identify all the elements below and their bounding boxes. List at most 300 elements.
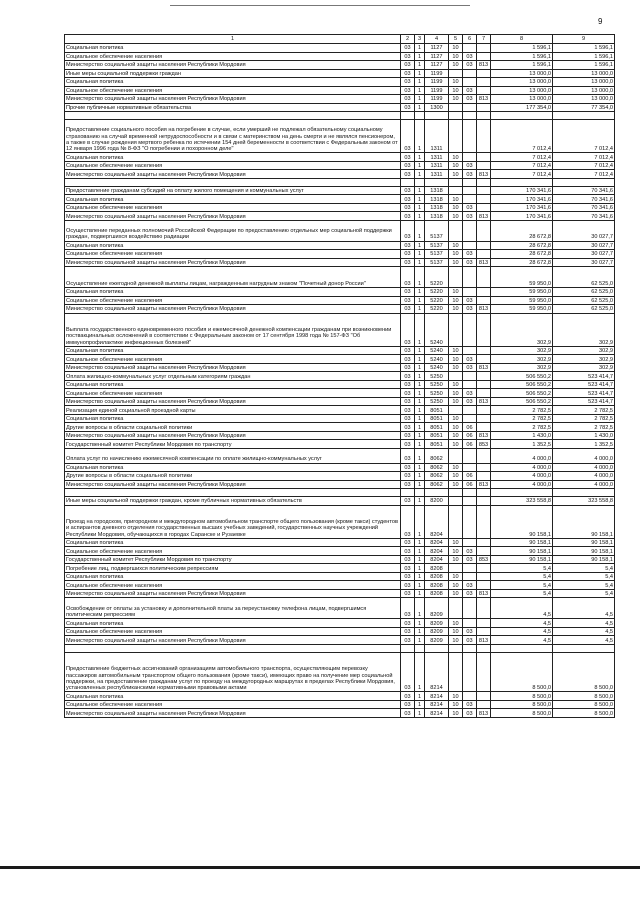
row-amount-2: 13 000,0 (553, 86, 615, 95)
row-amount-2: 523 414,7 (553, 372, 615, 381)
row-amount-2: 7 012,4 (553, 161, 615, 170)
row-amount-1: 7 012,4 (491, 153, 553, 162)
row-col-4: 8208 (425, 581, 449, 590)
row-col-3: 1 (415, 463, 425, 472)
row-col-4: 8062 (425, 472, 449, 481)
row-amount-1: 170 341,6 (491, 195, 553, 204)
row-col-3: 1 (415, 692, 425, 701)
row-col-2: 03 (401, 195, 415, 204)
table-row (65, 440, 615, 449)
row-col-2: 03 (401, 636, 415, 645)
row-col-2: 03 (401, 212, 415, 221)
row-amount-2: 13 000,0 (553, 78, 615, 87)
table-row (65, 709, 615, 718)
row-col-5: 10 (449, 709, 463, 718)
row-col-4: 8204 (425, 505, 449, 538)
row-name: Социальная политика (65, 346, 401, 355)
row-col-6 (463, 652, 477, 692)
row-col-6: 03 (463, 397, 477, 406)
row-name: Министерство социальной защиты населения Республики Мордовия (65, 636, 401, 645)
row-col-2: 03 (401, 267, 415, 288)
row-col-4: 5137 (425, 241, 449, 250)
row-col-3: 1 (415, 346, 425, 355)
row-col-3: 1 (415, 389, 425, 398)
row-amount-1: 506 550,2 (491, 372, 553, 381)
row-amount-2: 70 341,6 (553, 195, 615, 204)
row-col-4: 1311 (425, 153, 449, 162)
row-col-5 (449, 406, 463, 415)
row-col-2: 03 (401, 406, 415, 415)
row-name: Министерство социальной защиты населения Республики Мордовия (65, 212, 401, 221)
row-col-7 (477, 406, 491, 415)
row-name: Государственный комитет Республики Мордовия по транспорту (65, 440, 401, 449)
table-row (65, 581, 615, 590)
row-amount-2: 30 027,7 (553, 220, 615, 241)
row-col-2: 03 (401, 52, 415, 61)
row-col-6: 03 (463, 61, 477, 70)
row-col-6 (463, 288, 477, 297)
row-col-7: 813 (477, 170, 491, 179)
row-col-3: 1 (415, 555, 425, 564)
row-col-3: 1 (415, 186, 425, 195)
row-col-3: 1 (415, 195, 425, 204)
row-name: Предоставление социального пособия на погребение в случае, если умерший не подлежал обязательному социальному страхованию на случай временной нетрудоспособности и в связи с материнством на день смерти и не являлся пенсионером, а также в случае рождения мертвого ребенка по истечении 154 дней беременности в соответствии с Федеральным законом от 12 января 1996 года № 8-ФЗ "О погребении и похоронном деле" (65, 120, 401, 153)
row-amount-1: 302,9 (491, 313, 553, 346)
row-col-2: 03 (401, 380, 415, 389)
row-col-5 (449, 372, 463, 381)
row-col-6: 03 (463, 389, 477, 398)
table-row (65, 346, 615, 355)
row-col-3: 1 (415, 120, 425, 153)
row-col-7: 813 (477, 258, 491, 267)
row-amount-1: 170 341,6 (491, 203, 553, 212)
row-col-3: 1 (415, 153, 425, 162)
row-col-7 (477, 389, 491, 398)
row-col-7: 813 (477, 61, 491, 70)
row-col-5: 10 (449, 355, 463, 364)
row-col-7 (477, 380, 491, 389)
row-name: Осуществление переданных полномочий Российской Федерации по предоставлению отдельных мер социальной поддержки граждан, подвергшихся воздействию радиации (65, 220, 401, 241)
row-name: Социальное обеспечение населения (65, 296, 401, 305)
row-name: Социальная политика (65, 619, 401, 628)
row-amount-1: 7 012,4 (491, 120, 553, 153)
row-col-7: 813 (477, 431, 491, 440)
row-name: Министерство социальной защиты населения Республики Мордовия (65, 589, 401, 598)
table-row (65, 267, 615, 288)
row-col-5 (449, 69, 463, 78)
row-col-2: 03 (401, 186, 415, 195)
row-col-4: 1199 (425, 69, 449, 78)
row-col-2: 03 (401, 572, 415, 581)
row-col-3: 1 (415, 538, 425, 547)
table-row (65, 103, 615, 112)
row-name: Социальное обеспечение населения (65, 700, 401, 709)
row-col-2: 03 (401, 103, 415, 112)
row-amount-2: 4,5 (553, 619, 615, 628)
row-amount-2: 1 596,1 (553, 52, 615, 61)
row-name: Министерство социальной защиты населения Республики Мордовия (65, 363, 401, 372)
row-name: Социальное обеспечение населения (65, 627, 401, 636)
row-name: Освобождение от оплаты за установку и дополнительной платы за переустановку телефона лицам, подвергшимся политическим репрессиям (65, 598, 401, 619)
row-col-7 (477, 372, 491, 381)
row-col-5: 10 (449, 288, 463, 297)
table-row (65, 547, 615, 556)
row-col-2: 03 (401, 44, 415, 53)
row-name: Выплата государственного единовременного пособия и ежемесячной денежной компенсации гражданам при возникновении поствакцинальных осложнений в соответствии с Федеральным законом от 17 сентября 1998 года № 157-ФЗ "Об иммунопрофилактике инфекционных болезней" (65, 313, 401, 346)
row-amount-1: 5,4 (491, 589, 553, 598)
row-col-7: 853 (477, 555, 491, 564)
row-col-5: 10 (449, 61, 463, 70)
row-col-4: 5240 (425, 355, 449, 364)
row-amount-2: 90 158,1 (553, 547, 615, 556)
row-name: Министерство социальной защиты населения Республики Мордовия (65, 709, 401, 718)
table-row (65, 700, 615, 709)
row-name: Социальная политика (65, 572, 401, 581)
row-col-4: 1318 (425, 186, 449, 195)
row-col-2: 03 (401, 288, 415, 297)
row-col-6 (463, 267, 477, 288)
row-name: Погребение лиц, подвергшихся политическим репрессиям (65, 564, 401, 573)
row-col-6 (463, 78, 477, 87)
row-amount-2: 4 000,0 (553, 448, 615, 463)
row-col-4: 8062 (425, 463, 449, 472)
row-name: Социальная политика (65, 463, 401, 472)
header-cell-9: 9 (553, 35, 615, 44)
row-name: Социальная политика (65, 380, 401, 389)
row-amount-1: 2 782,5 (491, 423, 553, 432)
row-col-2: 03 (401, 692, 415, 701)
row-col-7: 813 (477, 589, 491, 598)
row-col-6: 03 (463, 305, 477, 314)
row-col-5 (449, 120, 463, 153)
row-amount-2: 523 414,7 (553, 389, 615, 398)
row-col-6: 03 (463, 363, 477, 372)
row-col-3: 1 (415, 103, 425, 112)
table-row (65, 406, 615, 415)
row-col-3: 1 (415, 431, 425, 440)
row-col-2: 03 (401, 250, 415, 259)
table-row (65, 363, 615, 372)
row-col-5: 10 (449, 78, 463, 87)
row-col-5: 10 (449, 153, 463, 162)
row-amount-2: 62 525,0 (553, 288, 615, 297)
row-col-7: 813 (477, 709, 491, 718)
row-col-6 (463, 195, 477, 204)
table-row (65, 186, 615, 195)
row-col-3: 1 (415, 397, 425, 406)
row-amount-2: 90 158,1 (553, 505, 615, 538)
row-amount-1: 90 158,1 (491, 538, 553, 547)
row-col-5: 10 (449, 700, 463, 709)
row-amount-1: 4,5 (491, 627, 553, 636)
row-name: Социальное обеспечение населения (65, 547, 401, 556)
row-col-5: 10 (449, 547, 463, 556)
row-col-6 (463, 505, 477, 538)
row-col-5: 10 (449, 86, 463, 95)
row-col-6 (463, 120, 477, 153)
table-row (65, 598, 615, 619)
row-col-3: 1 (415, 161, 425, 170)
row-amount-1: 90 158,1 (491, 505, 553, 538)
row-amount-1: 59 950,0 (491, 288, 553, 297)
row-amount-1: 506 550,2 (491, 397, 553, 406)
row-name: Социальная политика (65, 195, 401, 204)
row-col-2: 03 (401, 363, 415, 372)
spacer-row (65, 644, 615, 652)
row-amount-2: 70 341,6 (553, 203, 615, 212)
budget-table-sheet (64, 34, 614, 718)
row-col-6 (463, 448, 477, 463)
row-name: Министерство социальной защиты населения Республики Мордовия (65, 397, 401, 406)
row-col-5: 10 (449, 423, 463, 432)
row-amount-2: 8 500,0 (553, 692, 615, 701)
table-body (65, 35, 615, 718)
row-name: Социальная политика (65, 241, 401, 250)
row-amount-1: 1 596,1 (491, 52, 553, 61)
row-col-4: 5250 (425, 372, 449, 381)
row-col-2: 03 (401, 346, 415, 355)
row-col-4: 8209 (425, 598, 449, 619)
table-row (65, 52, 615, 61)
row-col-4: 1311 (425, 170, 449, 179)
row-col-3: 1 (415, 372, 425, 381)
row-amount-1: 8 500,0 (491, 652, 553, 692)
table-row (65, 250, 615, 259)
row-col-5: 10 (449, 203, 463, 212)
row-col-7: 853 (477, 440, 491, 449)
row-col-2: 03 (401, 431, 415, 440)
row-col-6 (463, 572, 477, 581)
row-col-2: 03 (401, 547, 415, 556)
row-col-6 (463, 380, 477, 389)
table-row (65, 555, 615, 564)
spacer-row (65, 489, 615, 497)
table-row (65, 220, 615, 241)
row-amount-2: 4 000,0 (553, 480, 615, 489)
table-row (65, 389, 615, 398)
row-col-2: 03 (401, 497, 415, 506)
row-name: Министерство социальной защиты населения Республики Мордовия (65, 95, 401, 104)
row-col-2: 03 (401, 258, 415, 267)
row-name: Социальная политика (65, 288, 401, 297)
row-col-6: 03 (463, 589, 477, 598)
row-col-6 (463, 497, 477, 506)
row-amount-1: 13 000,0 (491, 69, 553, 78)
row-col-6: 03 (463, 95, 477, 104)
row-col-4: 8209 (425, 636, 449, 645)
row-col-6: 06 (463, 480, 477, 489)
row-col-2: 03 (401, 78, 415, 87)
row-col-5 (449, 497, 463, 506)
row-amount-1: 1 430,0 (491, 431, 553, 440)
row-amount-2: 7 012,4 (553, 153, 615, 162)
row-amount-2: 8 500,0 (553, 700, 615, 709)
row-amount-1: 2 782,5 (491, 414, 553, 423)
row-amount-2: 90 158,1 (553, 555, 615, 564)
row-amount-2: 5,4 (553, 589, 615, 598)
row-amount-1: 4 000,0 (491, 472, 553, 481)
row-col-3: 1 (415, 288, 425, 297)
row-col-3: 1 (415, 572, 425, 581)
row-name: Иные меры социальной поддержки граждан, кроме публичных нормативных обязательств (65, 497, 401, 506)
row-name: Предоставление гражданам субсидий на оплату жилого помещения и коммунальных услуг (65, 186, 401, 195)
row-name: Проезд на городском, пригородном и междугородном автомобильном транспорте общего пользования (кроме такси) студентов и аспирантов дневного отделения государственных высших учебных заведений, государственных научных учреждений Республики Мордовия, обучающихся в городах Саранске и Рузаевке (65, 505, 401, 538)
header-row (65, 35, 615, 44)
row-col-4: 5250 (425, 389, 449, 398)
row-col-2: 03 (401, 161, 415, 170)
row-col-5 (449, 267, 463, 288)
row-amount-1: 323 558,8 (491, 497, 553, 506)
row-col-2: 03 (401, 372, 415, 381)
row-name: Иные меры социальной поддержки граждан (65, 69, 401, 78)
row-amount-1: 2 782,5 (491, 406, 553, 415)
row-amount-2: 13 000,0 (553, 95, 615, 104)
row-col-2: 03 (401, 581, 415, 590)
row-col-3: 1 (415, 220, 425, 241)
row-col-3: 1 (415, 86, 425, 95)
row-amount-2: 30 027,7 (553, 241, 615, 250)
row-col-2: 03 (401, 86, 415, 95)
table-row (65, 497, 615, 506)
row-col-2: 03 (401, 203, 415, 212)
row-col-5 (449, 505, 463, 538)
row-name: Предоставление бюджетных ассигнований организациям автомобильного транспорта, осуществляющим перевозку пассажиров автомобильным транспортом общего пользования (кроме такси), имеющих право на получение мер социальной поддержки, на предоставление гражданам услуг по проезду на междугородных маршрутах в пределах Республики Мордовия, установленных республиканскими нормативными правовыми актами (65, 652, 401, 692)
row-col-6: 06 (463, 431, 477, 440)
row-col-6: 03 (463, 355, 477, 364)
row-col-6 (463, 598, 477, 619)
row-col-6: 06 (463, 440, 477, 449)
row-col-5 (449, 652, 463, 692)
row-col-7 (477, 52, 491, 61)
row-col-4: 8200 (425, 497, 449, 506)
row-col-6 (463, 103, 477, 112)
row-col-4: 1318 (425, 212, 449, 221)
row-col-7 (477, 250, 491, 259)
table-row (65, 431, 615, 440)
header-cell-7: 7 (477, 35, 491, 44)
row-amount-1: 4 000,0 (491, 448, 553, 463)
row-col-7: 813 (477, 212, 491, 221)
row-col-4: 8062 (425, 480, 449, 489)
table-row (65, 313, 615, 346)
row-amount-1: 1 596,1 (491, 61, 553, 70)
row-amount-1: 302,9 (491, 346, 553, 355)
row-amount-1: 8 500,0 (491, 700, 553, 709)
row-col-4: 8208 (425, 589, 449, 598)
row-col-5: 10 (449, 555, 463, 564)
row-col-3: 1 (415, 95, 425, 104)
row-col-4: 8204 (425, 547, 449, 556)
row-col-7 (477, 692, 491, 701)
row-col-5: 10 (449, 389, 463, 398)
row-col-7: 813 (477, 397, 491, 406)
table-row (65, 636, 615, 645)
row-name: Социальное обеспечение населения (65, 86, 401, 95)
table-row (65, 69, 615, 78)
row-col-5: 10 (449, 627, 463, 636)
row-col-4: 8051 (425, 406, 449, 415)
row-col-7 (477, 161, 491, 170)
row-amount-2: 1 430,0 (553, 431, 615, 440)
row-col-5: 10 (449, 161, 463, 170)
row-col-5: 10 (449, 258, 463, 267)
table-row (65, 305, 615, 314)
header-cell-2: 2 (401, 35, 415, 44)
row-col-3: 1 (415, 652, 425, 692)
row-amount-2: 4,5 (553, 636, 615, 645)
row-col-4: 8209 (425, 619, 449, 628)
row-col-2: 03 (401, 95, 415, 104)
row-col-4: 5220 (425, 288, 449, 297)
row-col-2: 03 (401, 69, 415, 78)
row-amount-1: 5,4 (491, 581, 553, 590)
row-col-6 (463, 153, 477, 162)
table-row (65, 78, 615, 87)
spacer-row (65, 112, 615, 120)
row-amount-1: 177 354,0 (491, 103, 553, 112)
row-col-3: 1 (415, 472, 425, 481)
row-col-5: 10 (449, 363, 463, 372)
row-col-5 (449, 103, 463, 112)
row-amount-1: 13 000,0 (491, 95, 553, 104)
row-col-4: 8208 (425, 564, 449, 573)
row-col-3: 1 (415, 69, 425, 78)
row-amount-2: 323 558,8 (553, 497, 615, 506)
row-col-7 (477, 267, 491, 288)
row-col-7: 813 (477, 363, 491, 372)
row-col-4: 1199 (425, 86, 449, 95)
row-col-4: 1311 (425, 120, 449, 153)
row-col-7 (477, 652, 491, 692)
table-row (65, 296, 615, 305)
row-col-7 (477, 153, 491, 162)
row-col-4: 5240 (425, 313, 449, 346)
row-col-6 (463, 186, 477, 195)
row-col-7 (477, 69, 491, 78)
row-col-4: 5240 (425, 346, 449, 355)
row-col-6: 03 (463, 547, 477, 556)
row-col-2: 03 (401, 589, 415, 598)
row-amount-1: 8 500,0 (491, 709, 553, 718)
row-col-6: 03 (463, 250, 477, 259)
row-amount-1: 8 500,0 (491, 692, 553, 701)
row-name: Социальное обеспечение населения (65, 389, 401, 398)
row-col-4: 1127 (425, 52, 449, 61)
row-col-7 (477, 186, 491, 195)
row-col-5: 10 (449, 95, 463, 104)
table-row (65, 463, 615, 472)
row-col-2: 03 (401, 700, 415, 709)
row-col-5: 10 (449, 212, 463, 221)
row-col-5: 10 (449, 636, 463, 645)
row-col-3: 1 (415, 78, 425, 87)
row-name: Министерство социальной защиты населения Республики Мордовия (65, 170, 401, 179)
row-name: Социальное обеспечение населения (65, 250, 401, 259)
row-col-4: 5250 (425, 397, 449, 406)
row-amount-1: 1 352,5 (491, 440, 553, 449)
row-name: Осуществление ежегодной денежной выплаты лицам, награжденным нагрудным знаком "Почетный донор России" (65, 267, 401, 288)
row-col-5 (449, 598, 463, 619)
row-amount-2: 5,4 (553, 581, 615, 590)
row-col-5: 10 (449, 472, 463, 481)
row-col-6: 06 (463, 472, 477, 481)
row-col-7 (477, 564, 491, 573)
row-col-5: 10 (449, 440, 463, 449)
row-col-3: 1 (415, 313, 425, 346)
row-col-4: 8051 (425, 431, 449, 440)
table-row (65, 589, 615, 598)
row-col-3: 1 (415, 170, 425, 179)
